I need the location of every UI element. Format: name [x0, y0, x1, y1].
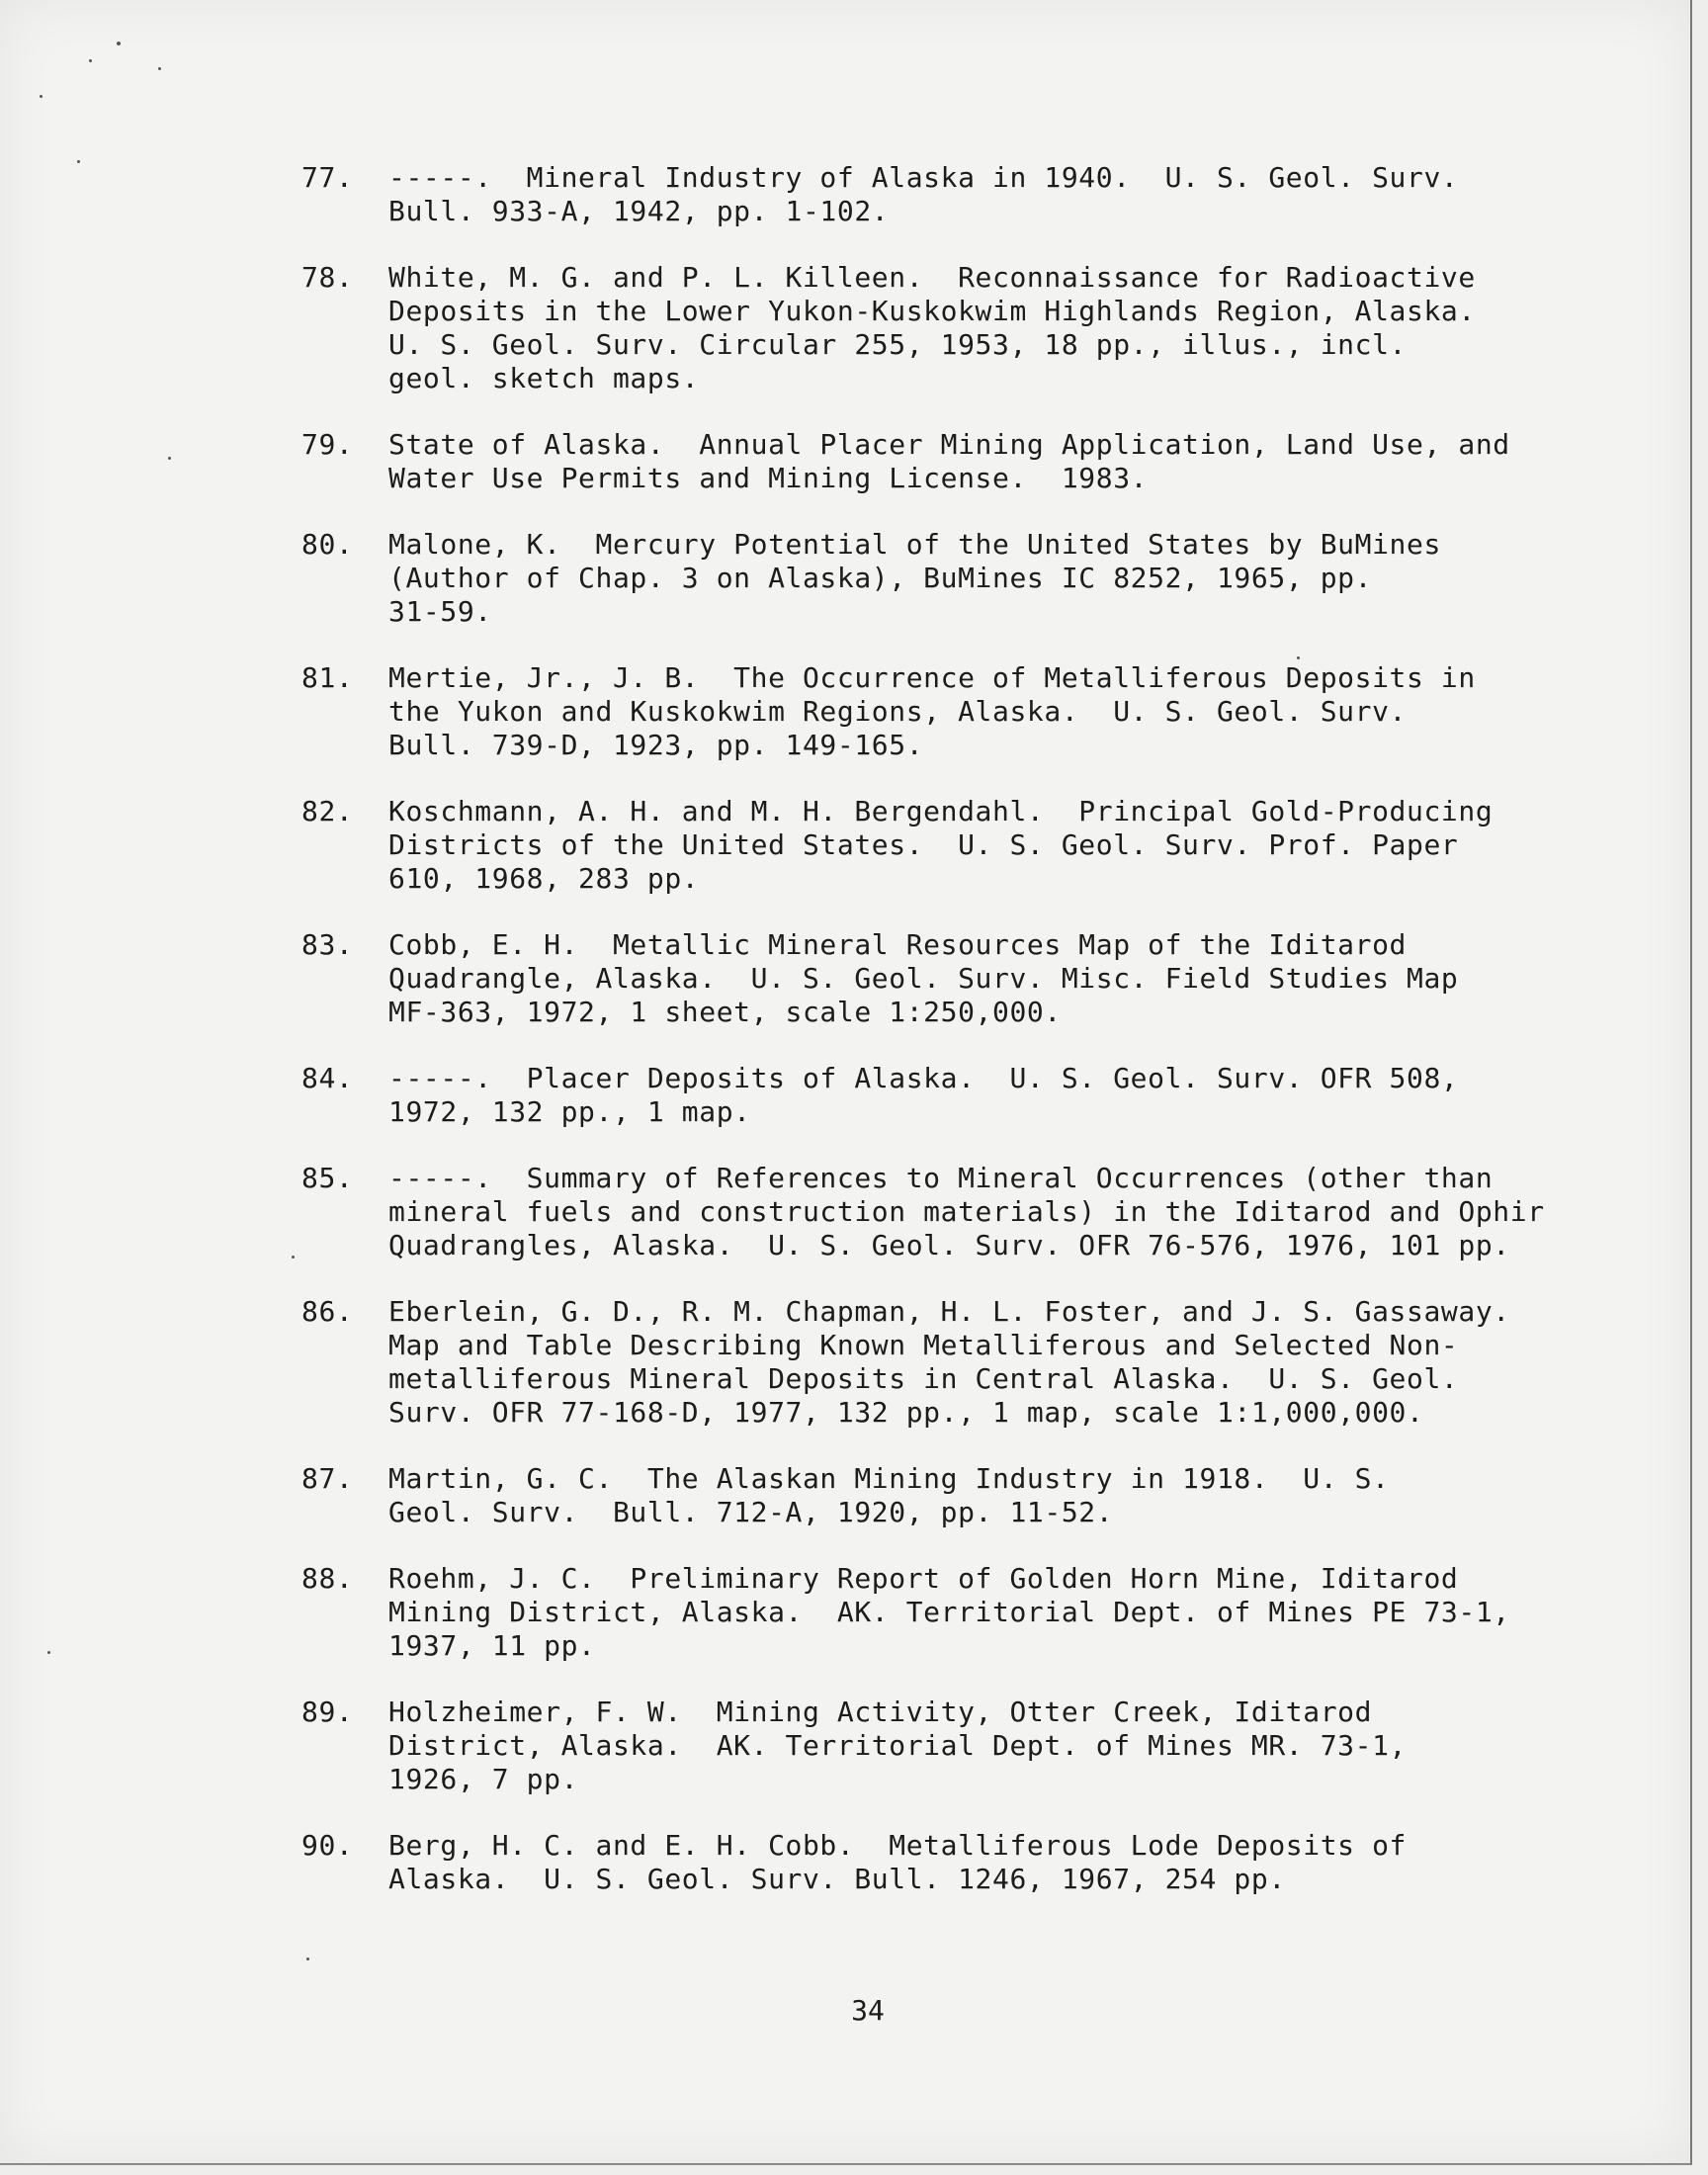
reference-line: Mertie, Jr., J. B. The Occurrence of Metalliferous Deposits in [388, 661, 1476, 694]
reference-text [388, 428, 1680, 495]
scan-speck [306, 1958, 309, 1960]
reference-entry [0, 795, 1680, 896]
reference-text [388, 1295, 1680, 1430]
reference-text [388, 1696, 1680, 1796]
reference-line: Districts of the United States. U. S. Geol. Surv. Prof. Paper [388, 828, 1459, 861]
reference-line: 1937, 11 pp. [388, 1629, 596, 1662]
reference-line: Holzheimer, F. W. Mining Activity, Otter Creek, Iditarod [388, 1696, 1373, 1728]
reference-number: 85. [301, 1162, 354, 1194]
reference-line: Koschmann, A. H. and M. H. Bergendahl. Principal Gold-Producing [388, 795, 1494, 827]
reference-line: Cobb, E. H. Metallic Mineral Resources Map of the Iditarod [388, 928, 1407, 961]
reference-line: White, M. G. and P. L. Killeen. Reconnaissance for Radioactive [388, 261, 1476, 294]
reference-entry [0, 1462, 1680, 1529]
reference-entry [0, 1062, 1680, 1129]
reference-entry [0, 261, 1680, 395]
page-number: 34 [851, 1994, 885, 2027]
reference-text [388, 1829, 1680, 1896]
reference-number: 84. [301, 1062, 354, 1094]
reference-line: Eberlein, G. D., R. M. Chapman, H. L. Foster, and J. S. Gassaway. [388, 1295, 1510, 1328]
reference-line: Water Use Permits and Mining License. 1983. [388, 462, 1149, 494]
reference-line: the Yukon and Kuskokwim Regions, Alaska. U. S. Geol. Surv. [388, 695, 1407, 728]
reference-number: 77. [301, 161, 354, 194]
reference-line: -----. Summary of References to Mineral Occurrences (other than [388, 1162, 1494, 1194]
reference-line: Alaska. U. S. Geol. Surv. Bull. 1246, 1967, 254 pp. [388, 1863, 1286, 1895]
scan-speck [117, 42, 121, 45]
reference-number: 81. [301, 661, 354, 694]
reference-number: 80. [301, 528, 354, 561]
scan-speck [89, 59, 92, 62]
reference-text [388, 161, 1680, 228]
reference-number: 79. [301, 428, 354, 461]
reference-line: Martin, G. C. The Alaskan Mining Industry in 1918. U. S. [388, 1462, 1390, 1495]
reference-line: 31-59. [388, 595, 492, 628]
reference-line: 1972, 132 pp., 1 map. [388, 1095, 751, 1128]
reference-number: 86. [301, 1295, 354, 1328]
reference-line: 610, 1968, 283 pp. [388, 862, 700, 895]
reference-text [388, 1462, 1680, 1529]
reference-number: 83. [301, 928, 354, 961]
reference-line: Bull. 933-A, 1942, pp. 1-102. [388, 195, 890, 227]
reference-text [388, 528, 1680, 629]
reference-line: Berg, H. C. and E. H. Cobb. Metalliferous Lode Deposits of [388, 1829, 1407, 1862]
reference-line: MF-363, 1972, 1 sheet, scale 1:250,000. [388, 996, 1062, 1028]
reference-text [388, 795, 1680, 896]
reference-line: Surv. OFR 77-168-D, 1977, 132 pp., 1 map, scale 1:1,000,000. [388, 1396, 1424, 1429]
reference-entry [0, 428, 1680, 495]
reference-line: District, Alaska. AK. Territorial Dept. of Mines MR. 73-1, [388, 1729, 1407, 1762]
reference-line: Quadrangles, Alaska. U. S. Geol. Surv. OFR 76-576, 1976, 101 pp. [388, 1229, 1510, 1262]
reference-entry [0, 1162, 1680, 1262]
reference-entry [0, 1562, 1680, 1663]
reference-entry [0, 661, 1680, 762]
reference-line: metalliferous Mineral Deposits in Central Alaska. U. S. Geol. [388, 1362, 1459, 1395]
reference-line: Deposits in the Lower Yukon-Kuskokwim Highlands Region, Alaska. [388, 295, 1476, 327]
reference-number: 90. [301, 1829, 354, 1862]
reference-line: Mining District, Alaska. AK. Territorial Dept. of Mines PE 73-1, [388, 1596, 1510, 1628]
reference-number: 78. [301, 261, 354, 294]
reference-line: 1926, 7 pp. [388, 1763, 579, 1795]
reference-entry [0, 161, 1680, 228]
reference-text [388, 1162, 1680, 1262]
reference-entry [0, 528, 1680, 629]
reference-entry [0, 928, 1680, 1029]
reference-number: 87. [301, 1462, 354, 1495]
reference-line: -----. Placer Deposits of Alaska. U. S. Geol. Surv. OFR 508, [388, 1062, 1459, 1094]
reference-number: 89. [301, 1696, 354, 1728]
reference-entry [0, 1295, 1680, 1430]
reference-text [388, 1562, 1680, 1663]
reference-line: (Author of Chap. 3 on Alaska), BuMines IC 8252, 1965, pp. [388, 562, 1373, 594]
reference-entry [0, 1829, 1680, 1896]
reference-text [388, 928, 1680, 1029]
reference-line: Map and Table Describing Known Metalliferous and Selected Non- [388, 1329, 1459, 1361]
reference-text [388, 261, 1680, 395]
reference-text [388, 661, 1680, 762]
reference-number: 82. [301, 795, 354, 827]
scan-speck [158, 67, 161, 70]
reference-entry [0, 1696, 1680, 1796]
reference-list [0, 161, 1680, 1929]
reference-line: -----. Mineral Industry of Alaska in 1940. U. S. Geol. Surv. [388, 161, 1459, 194]
reference-line: mineral fuels and construction materials) in the Iditarod and Ophir [388, 1195, 1545, 1228]
reference-line: Geol. Surv. Bull. 712-A, 1920, pp. 11-52. [388, 1496, 1114, 1528]
reference-line: Bull. 739-D, 1923, pp. 149-165. [388, 729, 924, 761]
reference-line: Malone, K. Mercury Potential of the United States by BuMines [388, 528, 1441, 561]
reference-line: State of Alaska. Annual Placer Mining Application, Land Use, and [388, 428, 1510, 461]
reference-line: Roehm, J. C. Preliminary Report of Golden Horn Mine, Iditarod [388, 1562, 1459, 1595]
reference-number: 88. [301, 1562, 354, 1595]
reference-line: geol. sketch maps. [388, 362, 700, 394]
reference-text [388, 1062, 1680, 1129]
scan-speck [40, 95, 43, 98]
reference-line: U. S. Geol. Surv. Circular 255, 1953, 18 pp., illus., incl. [388, 328, 1407, 361]
reference-line: Quadrangle, Alaska. U. S. Geol. Surv. Misc. Field Studies Map [388, 962, 1459, 995]
